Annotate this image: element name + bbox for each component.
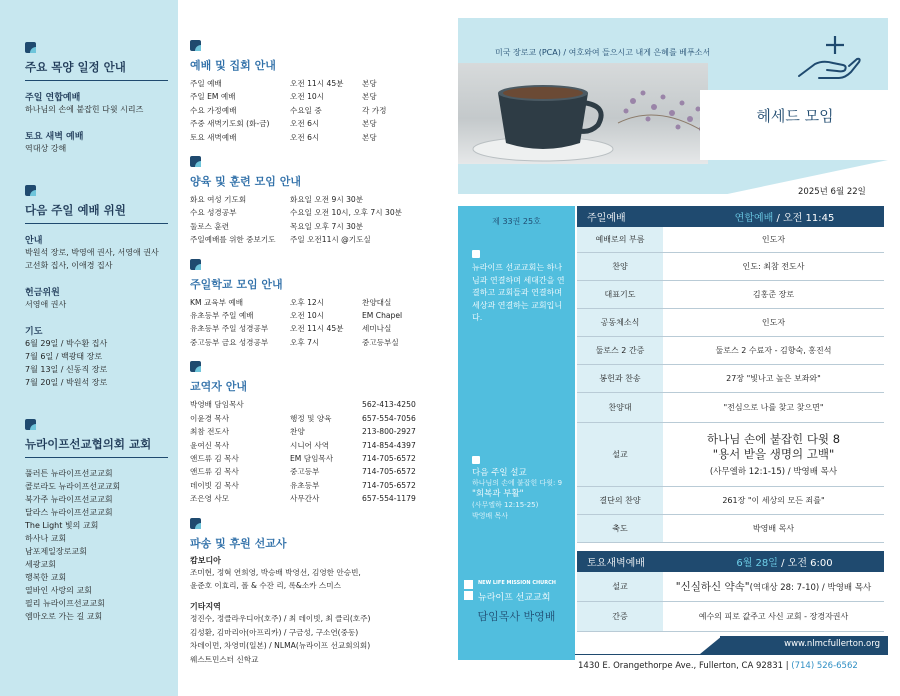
churches-title: 뉴라이프선교협의회 교회	[25, 436, 168, 458]
worship-row: 주중 새벽기도회 (화-금) 오전 6시 본당	[190, 119, 377, 129]
section-marker-icon	[190, 40, 201, 51]
cambodia-line: 윤준호 이효리, 폴 & 수잔 리, 록&소카 스미스	[190, 580, 341, 590]
school-row: 유초등부 주일 성경공부 오전 11시 45분 세미나실	[190, 324, 392, 334]
schedule-text: 하나님의 손에 붙잡힌 다윗 시리즈	[25, 105, 144, 114]
offering-text: 서영애 권사	[25, 300, 67, 309]
saturday-service-table	[577, 551, 884, 632]
training-row: 주일예배를 위한 중보기도 주일 오전11시 @기도실	[190, 235, 371, 245]
sunday-header	[577, 206, 884, 227]
prayer-label: 기도	[25, 327, 43, 337]
left-panel	[0, 0, 178, 696]
sermon-label: 설교	[577, 423, 663, 486]
staff-row: 박영배 담임목사 562-413-4250	[190, 400, 416, 410]
church-item: 달라스 뉴라이프선교교회	[25, 508, 113, 517]
training-row: 둘로스 훈련 목요일 오후 7시 30분	[190, 221, 364, 231]
info-panel	[458, 206, 575, 660]
church-item: 행복한 교회	[25, 573, 67, 582]
order-row: 둘로스 2 간증 둘로스 2 수료자 - 김향숙, 홍진석	[577, 337, 884, 365]
prayer-line: 7월 20일 / 박원석 장로	[25, 378, 108, 387]
offering-label: 헌금위원	[25, 288, 60, 298]
issue-number: 제 33권 25호	[492, 217, 541, 226]
worship-row: 수요 가정예배 수요일 중 각 가정	[190, 105, 387, 115]
church-name: 헤세드 모임	[756, 107, 834, 125]
worship-row: 주일 EM 예배 오전 10시 본당	[190, 92, 377, 102]
sunday-service-table	[577, 206, 884, 543]
guide-line: 고선화 집사, 이애경 집사	[25, 261, 113, 270]
saturday-name: 토요새벽예배	[587, 558, 645, 569]
website-link[interactable]: www.nlmcfullerton.org	[720, 636, 888, 654]
church-item: 열바인 사랑의 교회	[25, 586, 92, 595]
saturday-testimony-row: 간증 예수의 피로 값주고 사신 교회 - 장경자권사	[577, 602, 884, 632]
bullet-icon	[472, 250, 480, 258]
staff-row: 조은영 사모 사무간사 657-554-1179	[190, 494, 416, 504]
prayer-line: 7월 13일 / 신동직 장로	[25, 365, 108, 374]
church-item: 필리 뉴라이프선교교회	[25, 599, 105, 608]
mission-title: 파송 및 후원 선교사	[190, 536, 287, 550]
staff-title: 교역자 안내	[190, 380, 247, 394]
worship-row: 토요 새벽예배 오전 6시 본당	[190, 132, 377, 142]
saturday-time: 6월 28일 / 오전 6:00	[736, 558, 833, 569]
worship-section	[190, 40, 445, 144]
other-line: 정진수, 정클라우디아(호주) / 최 데이빗, 최 클리(호주)	[190, 614, 371, 624]
order-row: 결단의 찬양 261장 "이 세상의 모든 죄를"	[577, 487, 884, 515]
schedule-title: 주요 목양 일정 안내	[25, 59, 168, 81]
church-item: 콜로라도 뉴라이프선교교회	[25, 482, 121, 491]
staff-row: 윤여신 목사 시니어 사역 714-854-4397	[190, 440, 416, 450]
sermon-reference: (사무엘하 12:1-15) / 박영배 목사	[709, 467, 838, 477]
saturday-sermon-title: "신실하신 약속"	[675, 581, 750, 593]
other-label: 기타지역	[190, 602, 221, 612]
saturday-sermon-row: 설교 "신실하신 약속" (역대상 28: 7-10) / 박영배 목사	[577, 572, 884, 602]
mission-statement: 뉴라이프 선교교회는 하나님과 연결하며 세대간을 연결하고 교회들과 연결하며 세상과 연결하는 교회입니다.	[472, 263, 565, 323]
sunday-time: 연합예배 / 오전 11:45	[734, 213, 835, 224]
staff-section	[190, 361, 445, 505]
staff-row: 최참 전도사 찬양 213-800-2927	[190, 427, 416, 437]
church-item: 엠마오로 가는 길 교회	[25, 612, 103, 621]
phone-number[interactable]: (714) 526-6562	[791, 661, 858, 671]
prayer-line: 7월 6일 / 백광태 장로	[25, 352, 103, 361]
staff-row: 이윤경 목사 행정 및 양육 657-554-7056	[190, 413, 416, 423]
worship-row: 주일 예배 오전 11시 45분 본당	[190, 79, 377, 88]
other-line: 김성환, 김마리아(아프리카) / 구금성, 구소연(중동)	[190, 627, 359, 637]
committee-section	[25, 185, 168, 389]
section-marker-icon	[190, 518, 201, 529]
prayer-line: 6월 29일 / 박수환 집사	[25, 339, 108, 348]
church-item: 북가주 뉴라이프선교교회	[25, 495, 113, 504]
church-name-korean: 뉴라이프 선교교회	[478, 593, 551, 603]
cambodia-line: 조미현, 정혁 연희영, 박승배 박영선, 김영한 안승빈,	[190, 567, 361, 577]
url-bar-wedge	[700, 636, 722, 654]
schedule-text: 역대상 강해	[25, 144, 67, 153]
order-row: 대표기도 김홍준 장로	[577, 281, 884, 309]
cambodia-label: 캄보디아	[190, 555, 221, 565]
section-marker-icon	[190, 259, 201, 270]
guide-line: 박원석 장로, 박영애 권사, 서영애 권사	[25, 248, 159, 257]
guide-label: 안내	[25, 236, 43, 246]
schedule-section	[25, 42, 168, 155]
training-row: 수요 성경공부 수요일 오전 10시, 오후 7시 30분	[190, 208, 402, 218]
order-row: 공동체소식 인도자	[577, 309, 884, 337]
other-line: 차데이먼, 차영미(일본) / NLMA(뉴라이프 선교회의회)	[190, 641, 371, 651]
next-sermon-line: "회복과 부활"	[472, 489, 524, 499]
school-title: 주일학교 모임 안내	[190, 277, 283, 291]
order-row: 찬양 인도: 최참 전도사	[577, 253, 884, 281]
senior-pastor: 담임목사 박영배	[477, 610, 556, 623]
schedule-label: 토요 새벽 예배	[25, 132, 84, 142]
church-item: The Light 빛의 교회	[25, 521, 99, 530]
next-sermon	[472, 466, 572, 522]
school-row: 유초등부 주일 예배 오전 10시 EM Chapel	[190, 311, 403, 321]
order-row: 봉헌과 찬송 27장 "빛나고 높은 보좌와"	[577, 365, 884, 393]
section-marker-icon	[25, 419, 36, 430]
sermon-row	[577, 423, 884, 487]
school-section	[190, 259, 445, 350]
saturday-sermon-ref: (역대상 28: 7-10) / 박영배 목사	[749, 582, 872, 593]
next-sermon-line: 하나님의 손에 붙잡힌 다윗: 9	[472, 479, 563, 487]
coffee-cup-image	[458, 63, 708, 164]
church-item: 세광교회	[25, 560, 56, 569]
other-line: 웨스트민스터 신학교	[190, 654, 259, 664]
sermon-title: 하나님 손에 붙잡힌 다윗 8	[706, 432, 841, 446]
training-title: 양육 및 훈련 모임 안내	[190, 175, 301, 189]
school-row: 중고등부 금요 성경공부 오후 7시 중고등부실	[190, 337, 399, 347]
order-row: 찬양대 "전심으로 나를 찾고 찾으면"	[577, 393, 884, 423]
staff-row: 데이빗 김 목사 유초등부 714-705-6572	[190, 480, 416, 490]
hand-cross-icon	[793, 30, 863, 90]
church-item: 풀러튼 뉴라이프선교교회	[25, 469, 113, 478]
middle-column	[190, 40, 445, 678]
church-address: 1430 E. Orangethorpe Ave., Fullerton, CA 92831 | (714) 526-6562	[578, 661, 858, 671]
next-sermon-line: (사무엘하 12:15-25)	[472, 501, 539, 509]
sermon-title: "용서 받을 생명의 고백"	[712, 447, 835, 461]
sunday-name: 주일예배	[587, 213, 626, 224]
bullet-icon	[472, 456, 480, 464]
schedule-label: 주일 연합예배	[25, 93, 81, 103]
committee-title: 다음 주일 예배 위원	[25, 202, 168, 224]
section-marker-icon	[190, 156, 201, 167]
denomination-text: 미국 장로교 (PCA) / 여호와여 들으시고 내게 은혜를 베푸소서	[495, 48, 711, 57]
saturday-header	[577, 551, 884, 572]
section-marker-icon	[190, 361, 201, 372]
staff-row: 앤드류 김 목사 중고등부 714-705-6572	[190, 467, 416, 477]
churches-section	[25, 419, 168, 623]
next-sermon-line: 박영배 목사	[472, 512, 509, 520]
section-marker-icon	[25, 42, 36, 53]
sermon-content	[663, 423, 884, 486]
footer-divider	[575, 654, 888, 655]
training-section	[190, 156, 445, 247]
church-item: 남포제일장로교회	[25, 547, 87, 556]
section-marker-icon	[25, 185, 36, 196]
order-row: 축도 박영배 목사	[577, 515, 884, 543]
bulletin-date: 2025년 6월 22일	[798, 187, 866, 197]
mission-section	[190, 518, 445, 666]
church-name-english: NEW LIFE MISSION CHURCH	[478, 580, 556, 586]
order-row: 예배로의 부름 인도자	[577, 227, 884, 253]
staff-row: 앤드류 김 목사 EM 담임목사 714-705-6572	[190, 453, 416, 463]
school-row: KM 교육부 예배 오후 12시 찬양대실	[190, 297, 392, 307]
church-item: 하사나 교회	[25, 534, 67, 543]
worship-title: 예배 및 집회 안내	[190, 59, 276, 72]
training-row: 화요 여성 기도회 화요일 오전 9시 30분	[190, 195, 364, 205]
next-sermon-title: 다음 주일 설교	[472, 468, 527, 478]
